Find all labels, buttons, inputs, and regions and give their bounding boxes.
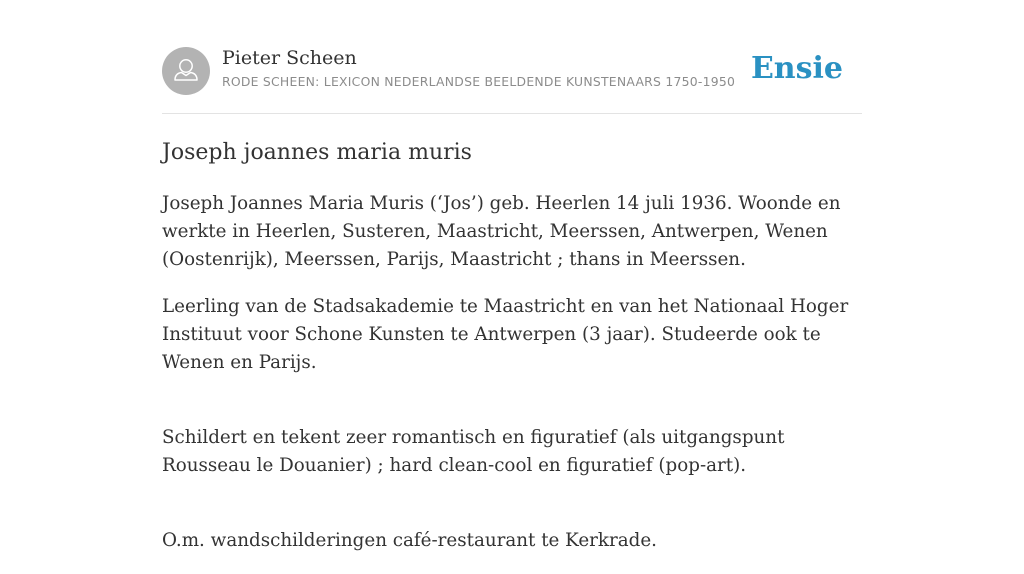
- author-name[interactable]: Pieter Scheen: [222, 47, 357, 69]
- entry-header: [162, 46, 862, 114]
- blank-line: [162, 499, 862, 527]
- author-avatar[interactable]: [162, 47, 210, 95]
- paragraph-biography: Joseph Joannes Maria Muris (‘Jos’) geb. Heerlen 14 juli 1936. Woonde en werkte in Heerlen, Susteren, Maastricht, Meerssen, Antwerpen, Wenen (Oostenrijk), Meerssen, Parijs, Maastricht ; thans in Meerssen.: [162, 193, 841, 270]
- blank-line: [162, 396, 862, 424]
- entry-title: Joseph joannes maria muris: [162, 140, 472, 165]
- source-lexicon[interactable]: RODE SCHEEN: LEXICON NEDERLANDSE BEELDENDE KUNSTENAARS 1750-1950: [222, 74, 736, 89]
- user-silhouette-icon: [162, 47, 210, 95]
- paragraph-works: O.m. wandschilderingen café-restaurant te Kerkrade.: [162, 530, 657, 551]
- brand-logo[interactable]: Ensie: [750, 51, 843, 86]
- entry-body: [162, 190, 862, 574]
- paragraph-style: Schildert en tekent zeer romantisch en figuratief (als uitgangspunt Rousseau le Douanier) ; hard clean-cool en figuratief (pop-art).: [162, 427, 785, 476]
- header-divider: [162, 113, 862, 114]
- paragraph-education: Leerling van de Stadsakademie te Maastricht en van het Nationaal Hoger Instituut voor Schone Kunsten te Antwerpen (3 jaar). Studeerde ook te Wenen en Parijs.: [162, 296, 849, 373]
